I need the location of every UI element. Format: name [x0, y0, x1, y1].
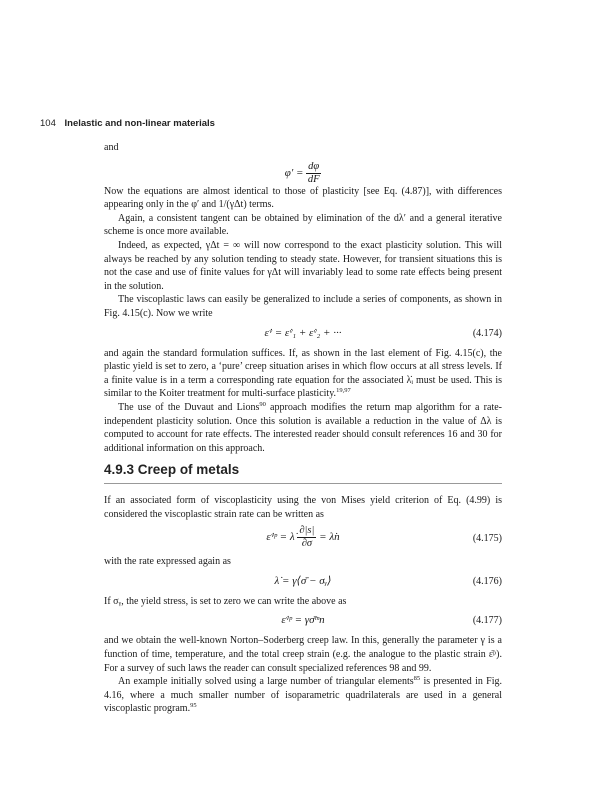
- paragraph-11-text-b: is presented in Fig. 4.16, where a much smaller number of isoparametric quadrilaterals are used in a general viscoplastic program.: [104, 676, 502, 715]
- equation-phi-lhs: φ′ =: [284, 166, 304, 179]
- lower-text-block: [104, 494, 502, 716]
- equation-phi: [104, 155, 502, 185]
- equation-4-177-number: (4.177): [472, 615, 502, 627]
- paragraph-11-ref-1: 85: [413, 675, 421, 683]
- paragraph-6-ref: 90: [259, 400, 266, 408]
- equation-4-176-body: λ̇ = γ⟨σ̄ − σᵧ⟩: [274, 574, 332, 587]
- equation-4-175: [104, 521, 502, 555]
- paragraph-11-ref-2: 95: [190, 702, 197, 710]
- running-head: [40, 118, 215, 129]
- section-heading: [104, 462, 502, 484]
- paragraph-and: and: [104, 142, 119, 153]
- paragraph-6-text-b: approach modifies the return map algorithm for a rate-independent plasticity solution. Once this solution is available a reduction in the value of Δλ is computed to account for rate effects. The interested reader should consult references 16 and 30 for additional information on this approach.: [104, 401, 502, 454]
- paragraph-1: Now the equations are almost identical to those of plasticity [see Eq. (4.87)], with differences appearing only in the φ′ and 1/(γΔt) terms.: [104, 185, 502, 211]
- chapter-title: Inelastic and non-linear materials: [64, 118, 215, 129]
- paragraph-2: Again, a consistent tangent can be obtained by elimination of the dλ′ and a general iterative scheme is once more available.: [104, 212, 502, 238]
- paragraph-4: The viscoplastic laws can easily be generalized to include a series of components, as shown in Fig. 4.15(c). Now we write: [104, 294, 502, 319]
- paragraph-7: If an associated form of viscoplasticity using the von Mises yield criterion of Eq. (4.99) is considered the viscoplastic strain rate can be written as: [104, 495, 502, 520]
- paragraph-11: [104, 675, 502, 716]
- equation-4-176-number: (4.176): [472, 575, 502, 587]
- equation-4-175-denominator: ∂σ: [301, 538, 313, 550]
- paragraph-10: and we obtain the well-known Norton–Soderberg creep law. In this, generally the parameter γ is a function of time, temperature, and the total creep strain (e.g. the analogue to the plastic strain ε̄ᵖ). For a survey of such laws the reader can consult specialized references 98 and 99.: [104, 635, 502, 674]
- paragraph-9: If σᵧ, the yield stress, is set to zero we can write the above as: [104, 595, 347, 607]
- section-rule: [104, 483, 502, 484]
- paragraph-6: [104, 401, 502, 455]
- section-title: Creep of metals: [137, 462, 240, 477]
- equation-4-174-body: ε̇ᵛ = ε̇ᵛ₁ + ε̇ᵛ₂ + ···: [264, 326, 342, 339]
- equation-4-175-fraction: [297, 525, 316, 550]
- equation-4-174-number: (4.174): [472, 327, 502, 339]
- equation-4-177-body: ε̇ᵛᵖ = γσ̄ᵐn: [281, 614, 325, 627]
- equation-4-174: [104, 321, 502, 347]
- upper-text-block: [104, 141, 502, 455]
- paragraph-5: [104, 347, 502, 401]
- equation-phi-numerator: dφ: [308, 160, 320, 172]
- paragraph-3: Indeed, as expected, γΔt = ∞ will now correspond to the exact plasticity solution. This will always be reached by any solution tending to steady state. However, for transient situations this is not the case and use of finite values for γΔt will invariably lead to some rate effects being present in the solution.: [104, 239, 502, 292]
- paragraph-6-text-a: The use of the Duvaut and Lions: [118, 401, 260, 413]
- page-number: 104: [40, 118, 56, 129]
- equation-4-175-number: (4.175): [472, 533, 502, 545]
- equation-4-175-numerator: ∂|s|: [299, 525, 315, 537]
- equation-4-175-lhs: ε̇ᵛᵖ = λ̇: [266, 531, 295, 544]
- equation-4-177: [104, 608, 502, 634]
- paragraph-8: with the rate expressed again as: [104, 556, 231, 568]
- equation-phi-denominator: dF: [307, 173, 320, 185]
- paragraph-11-text-a: An example initially solved using a large number of triangular elements: [118, 676, 414, 688]
- paragraph-5-refs: 19,97: [336, 387, 351, 395]
- section-number: 4.9.3: [104, 462, 135, 477]
- paragraph-5-text: and again the standard formulation suffices. If, as shown in the last element of Fig. 4.15(c), the plastic yield is set to zero, a ‘pure’ creep situation arises in which flow occurs at all stress levels. If a finite value is in a term a corresponding rate equation for the associated λ̇ᵢ must be used. This is similar to the Koiter treatment for multi-surface plasticity.: [104, 347, 502, 400]
- equation-phi-fraction: [306, 161, 321, 186]
- equation-4-176: [104, 569, 502, 595]
- equation-4-175-rhs: = λ̇n: [319, 531, 340, 544]
